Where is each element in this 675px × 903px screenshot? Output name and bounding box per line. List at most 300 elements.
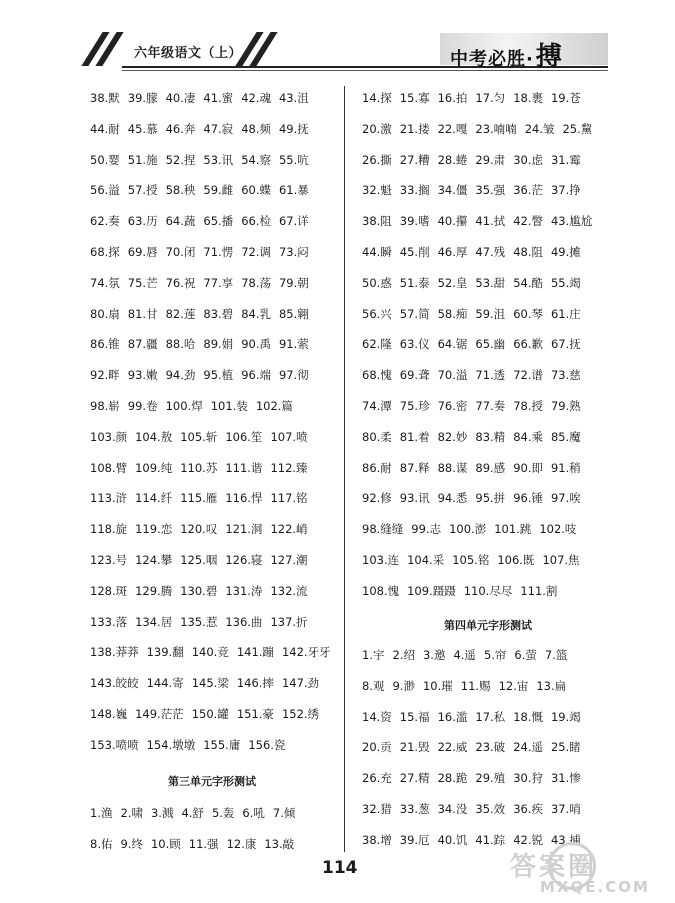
answer-row [362,336,589,352]
answer-item: 101.装 [210,399,248,413]
answer-row [90,213,317,229]
answer-item: 10.顾 [150,836,181,851]
answer-item: 140.竞 [191,645,229,660]
answer-item: 71.愣 [203,245,234,259]
answer-item: 83.精 [475,429,506,444]
answer-row [90,675,327,691]
answer-item: 148.巍 [90,707,128,721]
answer-row [90,90,317,106]
answer-item: 142.牙牙 [281,645,331,660]
answer-item: 41.拭 [475,214,506,229]
answer-row [362,152,589,168]
answer-row [90,737,293,753]
answer-item: 96.端 [241,368,271,383]
answer-item: 48.频 [241,121,271,136]
answer-item: 5.帘 [483,648,507,662]
answer-item: 60.琴 [513,306,543,321]
answer-item: 56.兴 [362,306,392,321]
answer-item: 29.肃 [475,152,506,167]
answer-item: 81.甘 [127,306,158,321]
answer-item: 9.终 [120,836,143,851]
answer-item: 92.修 [362,491,392,506]
answer-item: 34.没 [437,802,468,816]
answer-item: 65.播 [203,214,234,229]
answer-item: 44.耐 [90,121,120,136]
answer-item: 91.萦 [278,337,309,352]
answer-item: 54.酷 [513,275,543,290]
answer-item: 25.睹 [550,740,581,755]
answer-item: 143.皎皎 [90,676,139,691]
answer-row [362,583,565,599]
answer-item: 90.禹 [241,337,271,352]
answer-item: 135.惹 [180,614,218,629]
answer-row [90,244,317,260]
answer-item: 3.邀 [422,648,446,662]
answer-item: 110.苏 [180,460,218,475]
answer-item: 60.蝶 [241,183,271,198]
answer-item: 109.纯 [135,460,173,475]
answer-item: 139.翻 [146,645,184,660]
answer-item: 27.精 [399,771,430,786]
answer-row [90,182,317,198]
answer-item: 120.叹 [180,522,218,537]
answer-item: 111.谐 [225,460,263,475]
answer-row [362,552,588,568]
answer-item: 47.残 [475,245,506,259]
answer-item: 46.奔 [165,121,196,136]
answer-item: 58.痴 [437,306,468,321]
answer-item: 69.聋 [399,368,430,383]
answer-item: 121.洞 [225,522,263,537]
answer-row [90,805,303,821]
answer-item: 26.充 [362,771,392,786]
answer-item: 110.尽尽 [463,583,513,598]
answer-item: 69.唇 [127,245,158,259]
answer-row [362,275,589,291]
answer-item: 39.厄 [399,832,430,847]
answer-item: 37.哨 [550,802,581,816]
answer-item: 45.慕 [127,121,158,136]
answer-row [90,429,316,445]
answer-item: 98.缝缝 [362,522,404,537]
answer-item: 7.倾 [272,806,296,820]
answer-item: 59.雌 [203,183,234,198]
answer-item: 146.摔 [236,676,274,691]
answer-item: 127.潮 [270,553,308,567]
answer-item: 141.蹦 [236,645,274,660]
answer-item: 6.萤 [514,648,537,662]
answer-row [90,644,339,660]
unit-4-heading: 第四单元字形测试 [444,619,532,632]
answer-item: 79.朝 [278,275,309,290]
answer-item: 38.增 [362,832,392,847]
answer-item: 43.尴尬 [550,214,593,229]
answer-item: 70.闭 [165,245,196,259]
answer-item: 82.莲 [165,306,196,321]
answer-row [90,521,316,537]
answer-item: 72.谱 [513,368,543,383]
answer-item: 78.荡 [241,275,271,290]
answer-item: 5.轰 [211,806,235,820]
answer-item: 25.黧 [562,121,593,136]
answer-item: 14.资 [362,709,392,724]
answer-item: 73.慈 [550,368,581,383]
answer-item: 28.蜷 [437,152,468,167]
answer-row [90,552,316,568]
answer-item: 31.惨 [550,771,581,786]
answer-item: 38.默 [90,91,120,105]
answer-item: 9.渺 [392,678,415,693]
header-title: 六年级语文（上） [134,46,243,61]
answer-item: 61.暴 [278,183,309,198]
answer-item: 97.唉 [550,491,581,506]
answer-item: 84.乳 [241,306,271,321]
answer-item: 24.皱 [524,121,555,136]
answer-item: 17.匀 [475,91,506,105]
answer-item: 154.墩墩 [146,737,196,752]
answer-item: 106.既 [497,553,535,567]
answer-row [90,583,316,599]
answer-item: 37.挣 [550,183,581,198]
answer-item: 156.瓷 [248,737,286,752]
answer-item: 79.熟 [550,399,581,413]
answer-item: 63.历 [127,214,158,229]
answer-item: 94.悉 [437,491,468,506]
answer-item: 40.饥 [437,832,468,847]
answer-item: 132.流 [270,583,308,598]
answer-item: 12.宙 [498,678,529,693]
answer-item: 82.妙 [437,429,468,444]
answer-item: 57.授 [127,183,158,198]
answer-row [90,460,316,476]
answer-item: 28.跪 [437,771,468,786]
answer-item: 126.寝 [225,553,263,567]
answer-item: 77.奏 [475,399,506,413]
answer-item: 99.志 [411,522,442,537]
answer-item: 30.狩 [513,771,543,786]
answer-item: 92.畔 [90,368,120,383]
answer-item: 61.庄 [550,306,581,321]
answer-item: 57.简 [399,306,430,321]
answer-item: 49.摊 [550,245,581,259]
unit-3-heading: 第三单元字形测试 [168,775,256,788]
answer-item: 4.遥 [453,648,476,662]
answer-item: 115.雁 [180,491,218,506]
answer-item: 85.翱 [278,306,309,321]
answer-item: 131.涛 [225,583,263,598]
answer-item: 34.僵 [437,183,468,198]
answer-item: 95.拼 [475,491,506,506]
answer-item: 52.捏 [165,152,196,167]
answer-item: 106.笙 [225,429,263,444]
answer-item: 144.寄 [146,676,184,691]
answer-row [90,121,317,137]
answer-item: 14.探 [362,91,392,105]
answer-item: 3.溅 [150,806,174,820]
answer-item: 108.臂 [90,460,128,475]
answer-item: 111.割 [520,583,558,598]
answer-item: 78.授 [513,399,543,413]
answer-item: 12.康 [226,836,257,851]
brand-text: 中考必胜· [450,49,534,70]
answer-item: 145.梁 [191,676,229,691]
answer-row [90,706,327,722]
answer-item: 88.谋 [437,460,468,475]
answer-item: 21.毁 [399,740,430,755]
answer-item: 99.卷 [127,399,158,413]
answer-item: 114.纤 [135,491,173,506]
answer-item: 109.蹑蹑 [407,583,456,598]
answer-item: 30.虑 [513,152,543,167]
answer-item: 18.裹 [513,91,543,105]
answer-item: 72.调 [241,245,271,259]
answer-item: 20.激 [362,121,392,136]
answer-item: 71.透 [475,368,506,383]
answer-item: 98.崭 [90,399,120,413]
answer-item: 50.婴 [90,152,120,167]
answer-item: 6.吼 [242,806,265,820]
answer-item: 87.疆 [127,337,158,352]
right-answer-column [362,90,622,860]
answer-item: 137.折 [270,614,308,629]
answer-item: 40.凄 [165,91,196,105]
answer-item: 33.葱 [399,802,430,816]
answer-item: 29.殖 [475,771,506,786]
answer-item: 62.奏 [90,214,120,229]
answer-item: 66.检 [241,214,271,229]
answer-item: 41.踪 [475,832,506,847]
answer-item: 64.锯 [437,337,468,352]
answer-item: 67.详 [278,214,309,229]
answer-item: 112.臻 [270,460,308,475]
answer-item: 42.魂 [241,91,271,105]
answer-item: 50.惑 [362,275,392,290]
answer-item: 113.浒 [90,491,128,506]
answer-item: 152.绣 [281,707,320,721]
watermark-url: MXQE.COM [540,878,650,896]
answer-item: 55.吭 [278,152,309,167]
answer-row [90,306,317,322]
answer-item: 33.搁 [399,183,430,198]
answer-row [90,367,317,383]
answer-item: 46.厚 [437,245,468,259]
answer-item: 73.闷 [278,245,309,259]
answer-item: 49.抚 [278,121,309,136]
answer-item: 125.咽 [180,553,218,567]
answer-item: 19.竭 [550,709,581,724]
answer-item: 13.敲 [264,836,295,851]
answer-item: 65.幽 [475,337,506,352]
answer-item: 35.强 [475,183,506,198]
answer-item: 153.喷喷 [90,737,139,752]
answer-item: 10.璀 [422,678,453,693]
answer-item: 102.篇 [255,399,293,413]
answer-item: 59.沮 [475,306,506,321]
answer-item: 83.碧 [203,306,234,321]
answer-row [362,182,589,198]
answer-row [362,709,589,725]
answer-row [362,521,584,537]
brand-logo [450,36,563,73]
answer-item: 149.茫茫 [135,707,184,721]
answer-row [90,275,317,291]
answer-item: 17.私 [475,709,506,724]
answer-item: 38.阻 [362,214,392,229]
answer-item: 90.即 [513,460,543,475]
answer-row [90,614,316,630]
answer-item: 108.愧 [362,583,400,598]
answer-item: 39.嗜 [399,214,430,229]
answer-item: 93.讯 [399,491,430,506]
answer-item: 76.祝 [165,275,196,290]
answer-row [362,678,574,694]
answer-item: 119.恋 [135,522,173,537]
answer-item: 89.娟 [203,337,234,352]
answer-item: 97.彻 [278,368,309,383]
answer-item: 31.霉 [550,152,581,167]
answer-item: 1.渔 [90,806,113,820]
answer-item: 23.喃喃 [475,121,517,136]
answer-item: 13.扁 [536,678,567,693]
left-answer-column [90,90,338,860]
answer-item: 26.撕 [362,152,392,167]
answer-item: 7.篮 [544,648,568,662]
answer-row [362,398,589,414]
answer-item: 86.锥 [90,337,120,352]
answer-row [90,336,317,352]
answer-item: 4.舒 [181,806,204,820]
answer-item: 123.号 [90,553,128,567]
answer-item: 43.捕 [550,832,581,847]
answer-item: 102.吱 [539,522,577,537]
answer-item: 48.阻 [513,245,543,259]
answer-row [362,306,589,322]
answer-item: 1.宇 [362,648,385,662]
answer-item: 138.莽莽 [90,645,139,660]
answer-item: 84.乘 [513,429,543,444]
answer-item: 41.蜜 [203,91,234,105]
answer-item: 2.啸 [120,806,143,820]
answer-item: 16.拍 [437,91,468,105]
answer-item: 100.焊 [165,399,203,413]
answer-item: 36.茫 [513,183,543,198]
answer-item: 53.讯 [203,152,234,167]
answer-item: 11.强 [188,836,219,851]
answer-row [362,460,589,476]
answer-item: 53.甜 [475,275,506,290]
column-divider [344,86,345,852]
answer-row [362,121,600,137]
answer-item: 21.搂 [399,121,430,136]
answer-item: 54.察 [241,152,271,167]
answer-row [90,398,301,414]
answer-item: 147.劲 [281,676,320,691]
answer-item: 116.悍 [225,491,263,506]
watermark-text: 答案圈 [510,852,598,882]
answer-item: 15.福 [399,709,430,724]
answer-item: 136.曲 [225,614,263,629]
answer-item: 58.秧 [165,183,196,198]
answer-item: 68.探 [90,245,120,259]
answer-item: 45.削 [399,245,430,259]
answer-item: 103.连 [362,553,400,567]
answer-item: 67.抚 [550,337,581,352]
answer-item: 27.糟 [399,152,430,167]
answer-item: 36.疾 [513,802,543,816]
answer-item: 56.溢 [90,183,120,198]
answer-row [362,367,589,383]
answer-item: 42.锐 [513,832,543,847]
answer-row [90,836,302,852]
page-header [86,28,608,78]
answer-item: 16.滥 [437,709,468,724]
answer-item: 15.寡 [399,91,430,105]
answer-item: 100.澎 [449,522,487,537]
answer-item: 2.绍 [392,648,415,662]
answer-item: 107.喷 [270,429,308,444]
answer-row [362,429,589,445]
answer-item: 76.密 [437,399,468,413]
answer-item: 89.感 [475,460,506,475]
answer-item: 96.锤 [513,491,543,506]
answer-item: 8.观 [362,678,385,693]
answer-row [362,213,600,229]
answer-item: 80.扇 [90,306,120,321]
answer-item: 77.享 [203,275,234,290]
answer-row [362,801,589,817]
answer-item: 93.嫩 [127,368,158,383]
answer-item: 22.嘎 [437,121,468,136]
answer-item: 24.遥 [513,740,543,755]
answer-item: 47.寂 [203,121,234,136]
answer-item: 44.瞬 [362,245,392,259]
answer-item: 32.猎 [362,802,392,816]
answer-item: 75.芒 [127,275,158,290]
answer-item: 43.沮 [278,91,309,105]
answer-item: 124.攀 [135,553,173,567]
answer-item: 94.劲 [165,368,196,383]
answer-row [362,90,589,106]
answer-item: 22.威 [437,740,468,755]
answer-item: 66.歉 [513,337,543,352]
answer-item: 88.哈 [165,337,196,352]
answer-item: 42.瞥 [513,214,543,229]
answer-item: 91.稍 [550,460,581,475]
answer-item: 62.隆 [362,337,392,352]
answer-item: 105.铭 [452,553,490,567]
answer-row [362,739,589,755]
answer-item: 118.旋 [90,522,128,537]
answer-item: 128.斑 [90,583,128,598]
answer-item: 19.苍 [550,91,581,105]
answer-item: 39.朦 [127,91,158,105]
answer-item: 74.氛 [90,275,120,290]
answer-item: 74.潭 [362,399,392,413]
answer-item: 87.释 [399,460,430,475]
answer-row [362,647,575,663]
answer-row [362,244,589,260]
answer-item: 95.植 [203,368,234,383]
answer-item: 70.溢 [437,368,468,383]
answer-item: 129.腾 [135,583,173,598]
answer-item: 103.颜 [90,429,128,444]
answer-item: 80.柔 [362,429,392,444]
answer-row [90,490,316,506]
answer-item: 150.罐 [191,707,229,721]
answer-item: 117.铭 [270,491,308,506]
page-number: 114 [322,858,358,878]
answer-item: 32.魁 [362,183,392,198]
